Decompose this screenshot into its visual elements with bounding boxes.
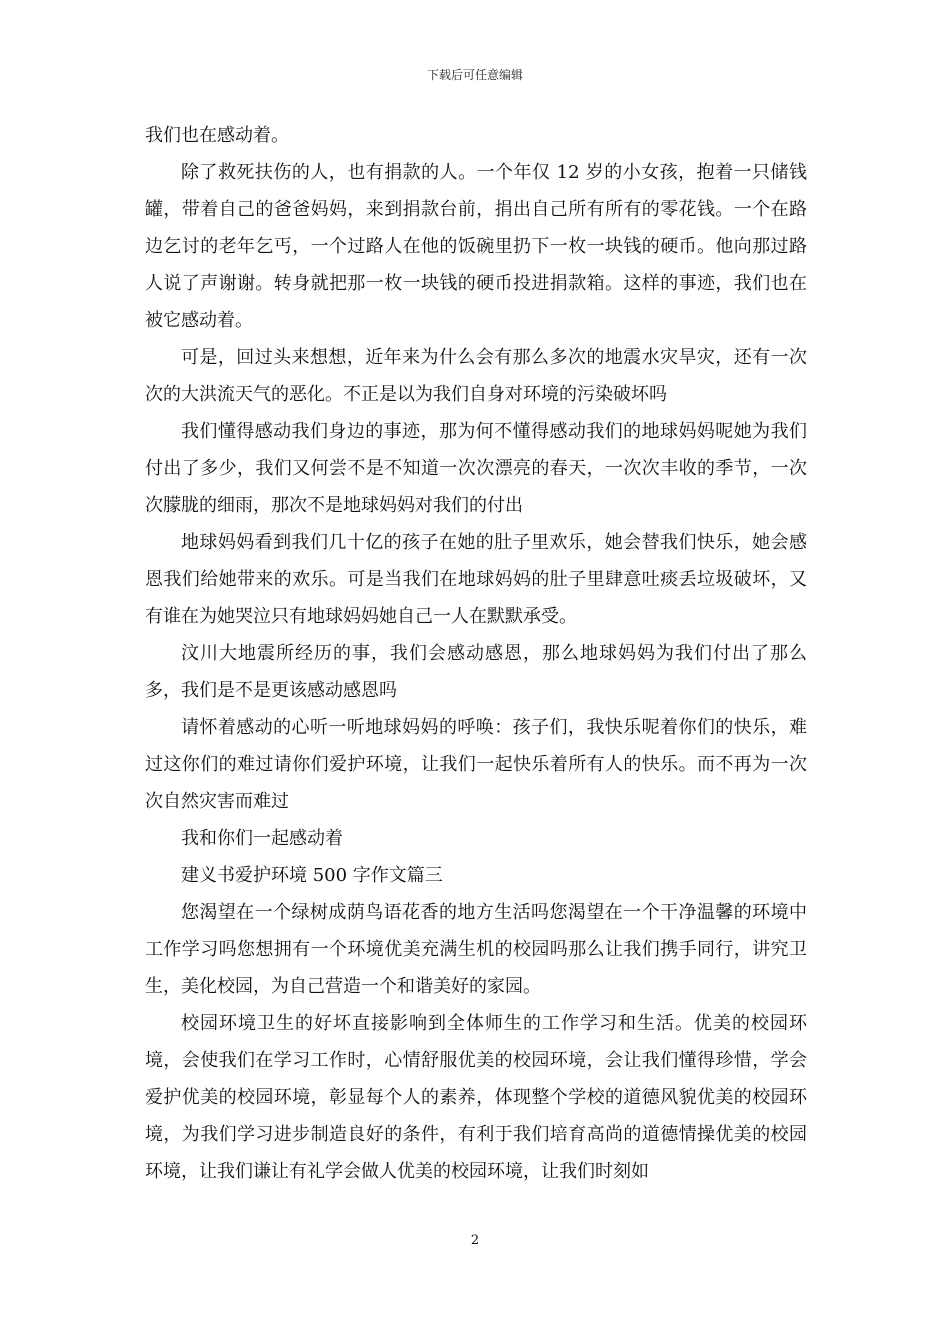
paragraph-8: 我和你们一起感动着 — [181, 828, 343, 849]
paragraph-1: 我们也在感动着。 — [145, 125, 289, 146]
paragraph-4: 我们懂得感动我们身边的事迹，那为何不懂得感动我们的地球妈妈呢她为我们付出了多少，我们又何尝不是不知道一次次漂亮的春天，一次次丰收的季节，一次次朦胧的细雨，那次不是地球妈妈对我们的付出 — [145, 421, 807, 516]
paragraph-10: 校园环境卫生的好坏直接影响到全体师生的工作学习和生活。优美的校园环境，会使我们在学习工作时，心情舒服优美的校园环境，会让我们懂得珍惜，学会爱护优美的校园环境，彰显每个人的素养，体现整个学校的道德风貌优美的校园环境，为我们学习进步制造良好的条件，有利于我们培育高尚的道德情操优美的校园环境，让我们谦让有礼学会做人优美的校园环境，让我们时刻如 — [145, 1013, 807, 1182]
page-header: 下载后可任意编辑 — [426, 68, 523, 82]
paragraph-7: 请怀着感动的心听一听地球妈妈的呼唤：孩子们，我快乐呢着你们的快乐，难过这你们的难过请你们爱护环境，让我们一起快乐着所有人的快乐。而不再为一次次自然灾害而难过 — [145, 717, 807, 812]
section-heading: 建义书爱护环境 500 字作文篇三 — [181, 865, 443, 886]
paragraph-3: 可是，回过头来想想，近年来为什么会有那么多次的地震水灾旱灾，还有一次次的大洪流天气的恶化。不正是以为我们自身对环境的污染破坏吗 — [145, 347, 807, 405]
document-body — [145, 117, 807, 1190]
paragraph-5: 地球妈妈看到我们几十亿的孩子在她的肚子里欢乐，她会替我们快乐，她会感恩我们给她带来的欢乐。可是当我们在地球妈妈的肚子里肆意吐痰丢垃圾破坏，又有谁在为她哭泣只有地球妈妈她自己一人在默默承受。 — [145, 532, 807, 627]
page-number: 2 — [470, 1233, 480, 1248]
paragraph-6: 汶川大地震所经历的事，我们会感动感恩，那么地球妈妈为我们付出了那么多，我们是不是更该感动感恩吗 — [145, 643, 807, 701]
paragraph-9: 您渴望在一个绿树成荫鸟语花香的地方生活吗您渴望在一个干净温馨的环境中工作学习吗您想拥有一个环境优美充满生机的校园吗那么让我们携手同行，讲究卫生，美化校园，为自己营造一个和谐美好的家园。 — [145, 902, 807, 997]
paragraph-2: 除了救死扶伤的人，也有捐款的人。一个年仅 12 岁的小女孩，抱着一只储钱罐，带着自己的爸爸妈妈，来到捐款台前，捐出自己所有所有的零花钱。一个在路边乞讨的老年乞丐，一个过路人在他的饭碗里扔下一枚一块钱的硬币。他向那过路人说了声谢谢。转身就把那一枚一块钱的硬币投进捐款箱。这样的事迹，我们也在被它感动着。 — [145, 162, 807, 331]
